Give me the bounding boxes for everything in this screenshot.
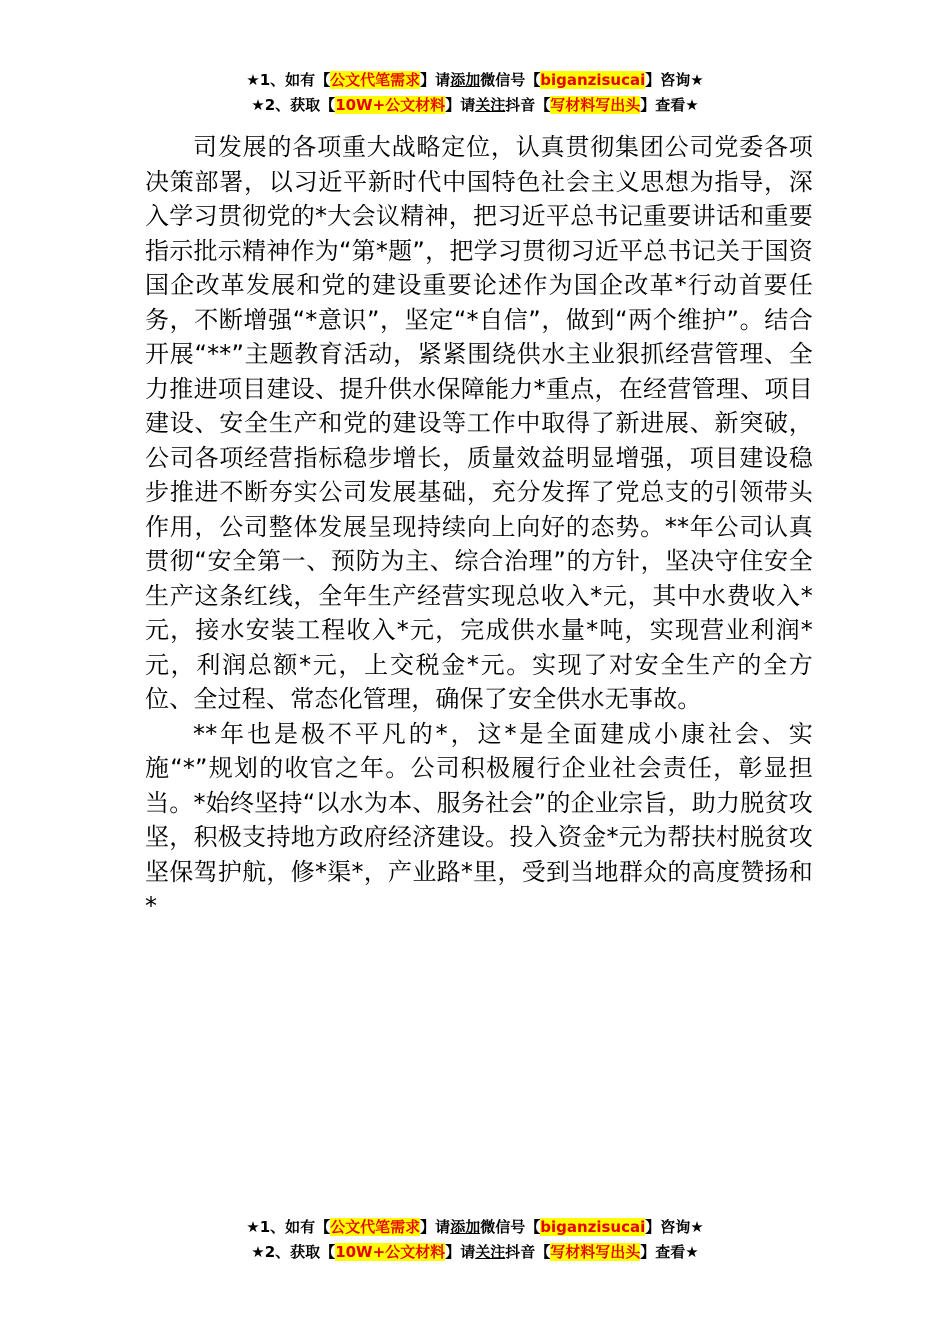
banner-line-1: [0, 1215, 950, 1240]
paragraph: 司发展的各项重大战略定位，认真贯彻集团公司党委各项决策部署，以习近平新时代中国特色社会主义思想为指导，深入学习贯彻党的*大会议精神，把习近平总书记重要讲话和重要指示批示精神作为“第*题”，把学习贯彻习近平总书记关于国资国企改革发展和党的建设重要论述作为国企改革*行动首要任务，不断增强“*意识”，坚定“*自信”，做到“两个维护”。结合开展“**”主题教育活动，紧紧围绕供水主业狠抓经营管理、全力推进项目建设、提升供水保障能力*重点，在经营管理、项目建设、安全生产和党的建设等工作中取得了新进展、新突破，公司各项经营指标稳步增长，质量效益明显增强，项目建设稳步推进不断夯实公司发展基础，充分发挥了党总支的引领带头作用，公司整体发展呈现持续向上向好的态势。**年公司认真贯彻“安全第一、预防为主、综合治理”的方针，坚决守住安全生产这条红线，全年生产经营实现总收入*元，其中水费收入*元，接水安装工程收入*元，完成供水量*吨，实现营业利润*元，利润总额*元，上交税金*元。实现了对安全生产的全方位、全过程、常态化管理，确保了安全供水无事故。: [145, 133, 813, 713]
banner-text: 微信号【: [480, 71, 541, 89]
banner-highlight: 公文代笔需求: [330, 71, 421, 89]
banner-text: 微信号【: [480, 1218, 541, 1236]
banner-underline-text: 添加: [450, 1218, 481, 1236]
header-banner: [0, 68, 950, 118]
paragraph: **年也是极不平凡的*，这*是全面建成小康社会、实施“*”规划的收官之年。公司积极履行企业社会责任，彰显担当。*始终坚持“以水为本、服务社会”的企业宗旨，助力脱贫攻坚，积极支持地方政府经济建设。投入资金*元为帮扶村脱贫攻坚保驾护航，修*渠*，产业路*里，受到当地群众的高度赞扬和*: [145, 719, 813, 920]
banner-highlight: 10W+公文材料: [335, 1243, 446, 1261]
banner-text: 】查看★: [640, 1243, 699, 1261]
banner-highlight: biganzisucai: [540, 71, 646, 89]
banner-text: ★1、如有【: [246, 71, 331, 89]
banner-highlight: 写材料写出头: [550, 96, 641, 114]
banner-text: 】请: [445, 96, 476, 114]
banner-underline-text: 添加: [450, 71, 481, 89]
banner-text: 】请: [420, 1218, 451, 1236]
banner-text: ★2、获取【: [251, 1243, 336, 1261]
banner-text: 】请: [420, 71, 451, 89]
footer-banner: [0, 1215, 950, 1265]
banner-text: 】查看★: [640, 96, 699, 114]
banner-text: ★2、获取【: [251, 96, 336, 114]
banner-text: ★1、如有【: [246, 1218, 331, 1236]
banner-underline-text: 关注: [475, 96, 506, 114]
banner-highlight: 公文代笔需求: [330, 1218, 421, 1236]
banner-text: 抖音【: [505, 1243, 551, 1261]
banner-line-2: [0, 1240, 950, 1265]
banner-highlight: biganzisucai: [540, 1218, 646, 1236]
banner-highlight: 10W+公文材料: [335, 96, 446, 114]
banner-line-1: [0, 68, 950, 93]
banner-text: 抖音【: [505, 96, 551, 114]
banner-text: 】咨询★: [645, 1218, 704, 1236]
banner-highlight: 写材料写出头: [550, 1243, 641, 1261]
banner-text: 】请: [445, 1243, 476, 1261]
banner-underline-text: 关注: [475, 1243, 506, 1261]
document-body: [145, 130, 813, 924]
banner-text: 】咨询★: [645, 71, 704, 89]
banner-line-2: [0, 93, 950, 118]
